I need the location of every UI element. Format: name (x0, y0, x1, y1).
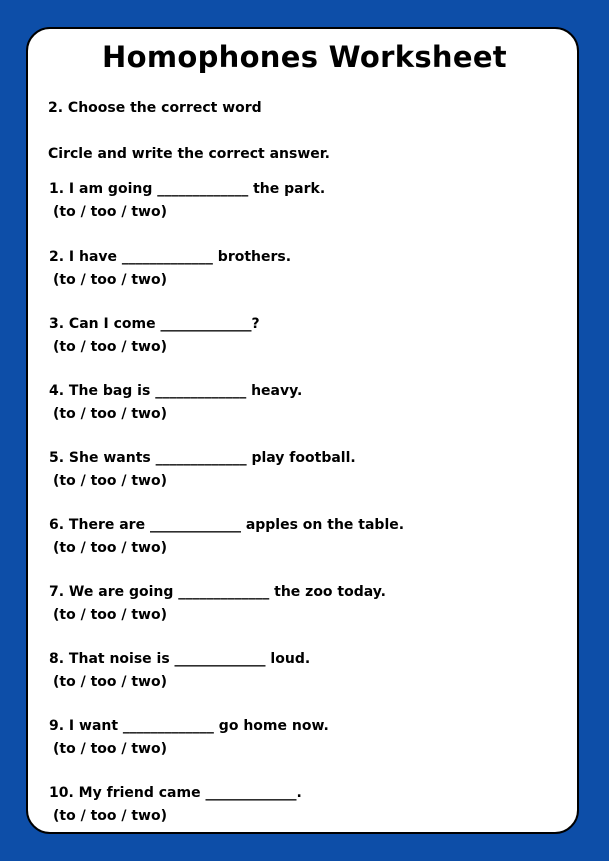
question-text: 10. My friend came _____________. (49, 785, 302, 801)
answer-options: (to / too / two) (53, 607, 168, 623)
answer-options: (to / too / two) (53, 339, 168, 355)
answer-options: (to / too / two) (53, 272, 168, 288)
answer-options: (to / too / two) (53, 204, 168, 220)
question-text: 1. I am going _____________ the park. (49, 181, 326, 197)
answer-options: (to / too / two) (53, 741, 168, 757)
question-text: 8. That noise is _____________ loud. (49, 651, 311, 667)
question-text: 5. She wants _____________ play football. (49, 450, 356, 466)
question-text: 2. I have _____________ brothers. (49, 249, 292, 265)
question-text: 9. I want _____________ go home now. (49, 718, 329, 734)
question-text: 6. There are _____________ apples on the table. (49, 517, 405, 533)
instructions-text: Circle and write the correct answer. (48, 146, 330, 162)
question-text: 4. The bag is _____________ heavy. (49, 383, 303, 399)
question-text: 7. We are going _____________ the zoo today. (49, 584, 386, 600)
answer-options: (to / too / two) (53, 808, 168, 824)
answer-options: (to / too / two) (53, 473, 168, 489)
section-label: 2. Choose the correct word (48, 100, 262, 116)
question-text: 3. Can I come _____________? (49, 316, 260, 332)
answer-options: (to / too / two) (53, 406, 168, 422)
answer-options: (to / too / two) (53, 540, 168, 556)
page-title: Homophones Worksheet (102, 40, 507, 74)
answer-options: (to / too / two) (53, 674, 168, 690)
